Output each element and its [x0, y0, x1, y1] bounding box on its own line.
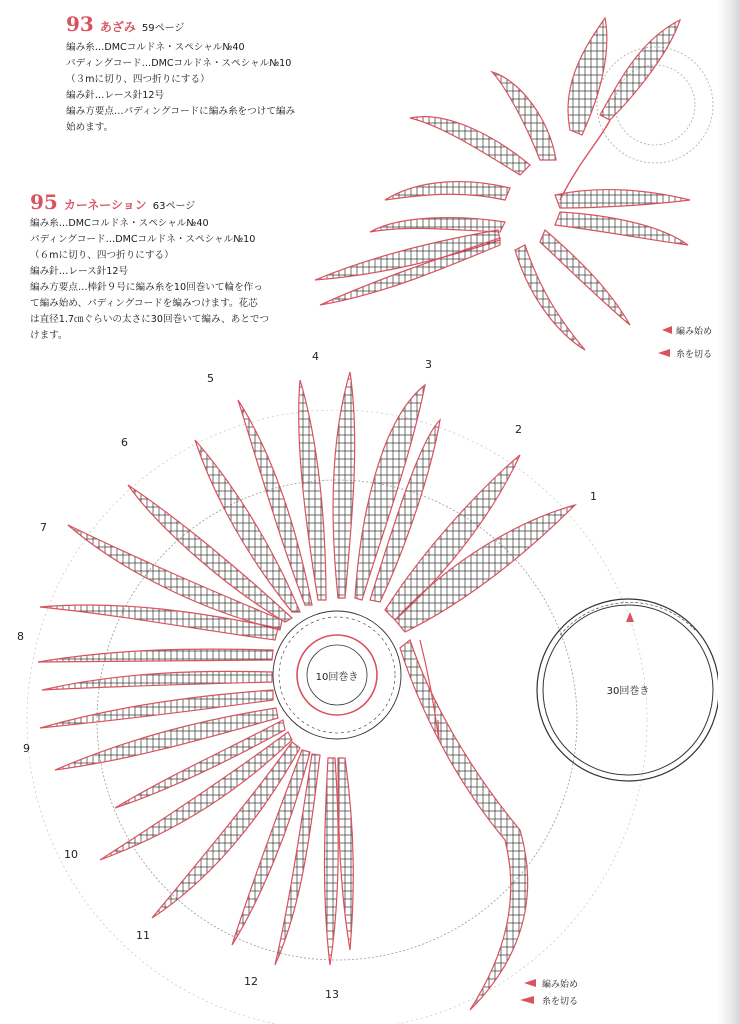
thistle-leaf	[568, 18, 607, 135]
thistle-core-line	[560, 120, 610, 200]
carnation-stem	[400, 640, 528, 1010]
pattern-95-line: （６mに切り、四つ折りにする）	[30, 250, 174, 261]
legend-top	[658, 325, 712, 360]
thistle-leaf	[555, 212, 688, 245]
pattern-95-line: 編み糸…DMCコルドネ・スペシャル№40	[30, 218, 209, 229]
pattern-93-line: 始めます。	[66, 122, 114, 133]
petal-number: 7	[40, 521, 47, 534]
center-ring-label: 10回巻き	[315, 672, 359, 683]
thistle-leaf	[410, 117, 530, 175]
carnation-diagram	[27, 372, 647, 1024]
legend-bottom-end-label: 糸を切る	[542, 997, 579, 1007]
pattern-95-name: カーネーション	[63, 198, 147, 212]
core-ring-label: 30回巻き	[606, 686, 650, 697]
thistle-diagram	[315, 18, 713, 350]
legend-top-end-label: 糸を切る	[676, 350, 713, 360]
pattern-93-line: 編み方要点…パディングコードに編み糸をつけて編み	[66, 106, 296, 117]
pattern-95-line: けます。	[30, 330, 68, 341]
petal-number: 2	[515, 423, 522, 436]
thistle-leaf	[385, 182, 510, 200]
thistle-leaf	[370, 218, 505, 232]
petal	[325, 758, 339, 965]
legend-top-start-label: 編み始め	[676, 327, 713, 337]
pattern-95-number: 95	[30, 190, 58, 214]
pattern-95-page-ref: 63ページ	[152, 201, 196, 212]
pattern-93-number: 93	[66, 12, 94, 36]
pattern-95-line: て編み始め、パディングコードを編みつけます。花芯	[30, 298, 258, 309]
petal-number: 10	[64, 848, 78, 861]
petal-number: 9	[23, 742, 30, 755]
start-arrow-icon	[662, 326, 672, 334]
page-gutter	[718, 0, 740, 1024]
petal	[38, 649, 273, 662]
core-ring-diagram	[537, 599, 719, 781]
petal-number: 13	[325, 988, 339, 1001]
thistle-leaf	[600, 20, 680, 120]
pattern-93-line: 編み針…レース針12号	[66, 90, 165, 101]
petal-number: 8	[17, 630, 24, 643]
pattern-95-line: は直径1.7㎝ぐらいの太さに30回巻いて編み、あとでつ	[30, 314, 270, 325]
start-arrow-icon	[626, 612, 634, 622]
petal-number: 6	[121, 436, 128, 449]
pattern-93-name: あざみ	[99, 20, 136, 34]
pattern-93-line: パディングコード…DMCコルドネ・スペシャル№10	[66, 58, 292, 69]
cut-thread-icon	[658, 349, 670, 357]
pattern-93-line: 編み糸…DMCコルドネ・スペシャル№40	[66, 42, 245, 53]
petal	[333, 372, 355, 598]
thistle-leaf	[555, 190, 690, 208]
cut-thread-icon	[520, 996, 534, 1004]
petal-number: 12	[244, 975, 258, 988]
pattern-93-page-ref: 59ページ	[141, 23, 185, 34]
petal	[338, 758, 353, 950]
petal-number: 1	[590, 490, 597, 503]
legend-bottom-start-label: 編み始め	[542, 980, 579, 990]
pattern-93-line: （３mに切り、四つ折りにする）	[66, 74, 210, 85]
pattern-95-line: 編み針…レース針12号	[30, 266, 129, 277]
pattern-95-line: パディングコード…DMCコルドネ・スペシャル№10	[30, 234, 256, 245]
petal	[42, 671, 272, 690]
legend-bottom	[520, 978, 578, 1007]
petal-number: 4	[312, 350, 319, 363]
petal-number: 5	[207, 372, 214, 385]
pattern-95-line: 編み方要点…棒針９号に編み糸を10回巻いて輪を作っ	[30, 282, 263, 293]
petal-number: 3	[425, 358, 432, 371]
petal-number: 11	[136, 929, 150, 942]
start-arrow-icon	[524, 979, 536, 987]
